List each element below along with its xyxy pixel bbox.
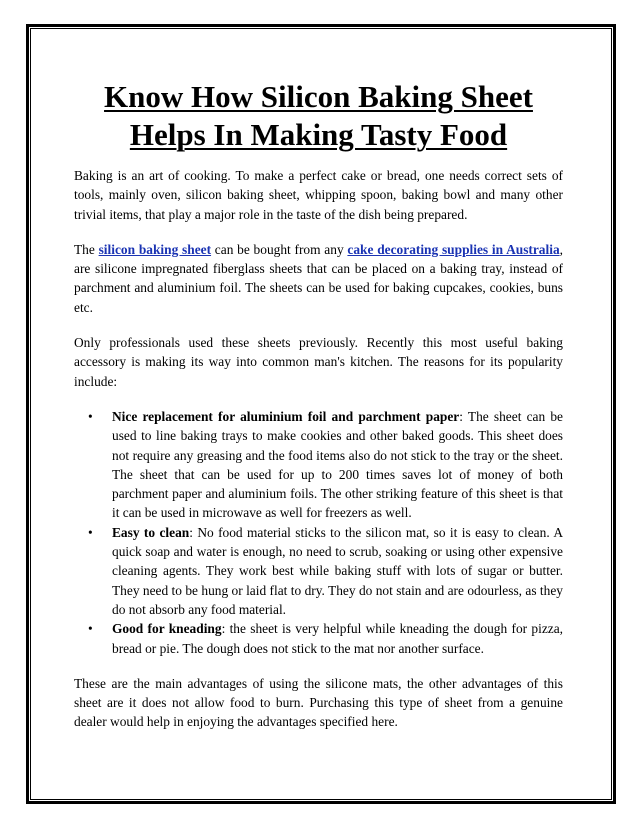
cake-decorating-supplies-link[interactable]: cake decorating supplies in Australia [347, 241, 560, 257]
bullet-icon: • [88, 524, 93, 540]
bullet-icon: • [88, 408, 93, 424]
para2-mid: can be bought from any [211, 241, 348, 257]
para2-pre: The [74, 241, 99, 257]
document-title: Know How Silicon Baking Sheet Helps In Making Tasty Food [104, 79, 533, 152]
reasons-list [74, 407, 563, 658]
list-item-heading: Easy to clean [112, 524, 190, 540]
bullet-icon: • [88, 621, 93, 637]
list-item-text: : the sheet is very helpful while kneading the dough for pizza, bread or pie. The dough does not stick to the mat nor another surface. [112, 621, 563, 656]
list-item-heading: Nice replacement for aluminium foil and parchment paper [112, 408, 460, 424]
list-item [88, 619, 563, 658]
popularity-paragraph: Only professionals used these sheets previously. Recently this most useful baking accessory is making its way into common man's kitchen. The reasons for its popularity include: [74, 335, 563, 389]
document-body [74, 78, 563, 748]
list-item [88, 523, 563, 619]
conclusion-paragraph: These are the main advantages of using the silicone mats, the other advantages of this sheet are it does not allow food to burn. Purchasing this type of sheet from a genuine dealer would help in enjoying the advantages specified here. [74, 675, 563, 730]
list-item [88, 407, 564, 523]
intro-paragraph: Baking is an art of cooking. To make a perfect cake or bread, one needs correct sets of tools, mainly oven, silicon baking sheet, whipping spoon, baking bowl and many other trivial items, that play a major role in the taste of the dish being prepared. [74, 168, 563, 222]
list-item-text: : The sheet can be used to line baking trays to make cookies and other baked goods. This sheet does not require any greasing and the food items also do not stick to the tray or the sheet. The sheet that can be used for up to 200 times saves lot of money of both parchment paper and aluminium foils. The other striking feature of this sheet is that it can be used in microwave as well for freezers as well. [112, 408, 564, 521]
silicon-baking-sheet-link[interactable]: silicon baking sheet [98, 241, 212, 257]
para2-post: , are silicone impregnated fiberglass sheets that can be placed on a baking tray, instead of parchment and aluminium foil. The sheets can be used for baking cupcakes, cookies, buns etc. [74, 241, 563, 315]
paragraph-links [74, 240, 563, 317]
list-item-heading: Good for kneading [112, 621, 222, 637]
list-item-text: : No food material sticks to the silicon mat, so it is easy to clean. A quick soap and water is enough, no need to scrub, soaking or using other expensive cleaning agents. They work best while baking stuff with lots of sugar or butter. They need to be hung or laid flat to dry. They do not stain and are odourless, as they do not absorb any food material. [112, 524, 563, 617]
